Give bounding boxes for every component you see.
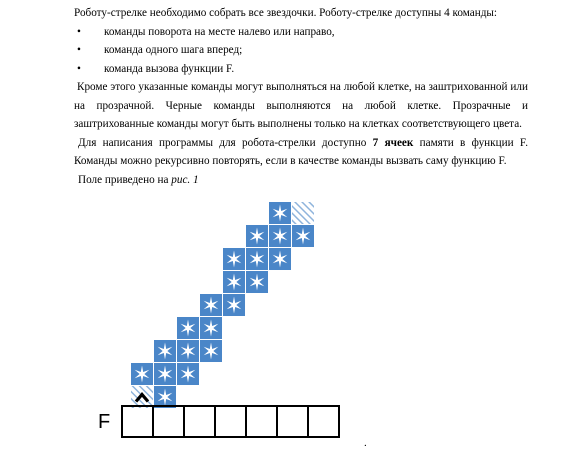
rules-paragraph: Кроме этого указанные команды могут выполняться на любой клетке, на заштрихованной или на прозрачной. Черные команды выполняются на любой клетке. Прозрачные и заштрихованные команды могут быть выполнены только на клетках соответствующего цвета.: [74, 81, 528, 130]
star-icon: [158, 343, 173, 360]
figure-ref: рис. 1: [171, 173, 199, 186]
command-list: [74, 23, 528, 79]
memory-cell[interactable]: [152, 405, 185, 438]
field-cell: [246, 225, 268, 247]
memory-cell[interactable]: [121, 405, 154, 438]
field-cell: [200, 317, 222, 339]
chevron-up-icon: [136, 395, 148, 402]
star-icon: [250, 274, 265, 291]
bullet-icon: •: [77, 62, 81, 75]
problem-text: [74, 4, 528, 189]
hatched-cell: [292, 202, 314, 224]
field-cell: [177, 363, 199, 385]
field-cell: [223, 294, 245, 316]
star-icon: [250, 228, 265, 245]
star-icon: [250, 251, 265, 268]
star-icon: [227, 297, 242, 314]
list-item: • команда одного шага вперед;: [74, 41, 528, 60]
star-icon: [181, 343, 196, 360]
field-cell: [292, 225, 314, 247]
star-icon: [158, 366, 173, 383]
star-icon: [296, 228, 311, 245]
memory-cell[interactable]: [276, 405, 309, 438]
memory-cell[interactable]: [245, 405, 278, 438]
star-icon: [135, 366, 150, 383]
memory-cell[interactable]: [214, 405, 247, 438]
field-cell: [246, 248, 268, 270]
field-cell: [177, 340, 199, 362]
star-icon: [227, 274, 242, 291]
star-icon: [181, 366, 196, 383]
bullet-icon: •: [77, 44, 81, 56]
field-cell: [200, 340, 222, 362]
star-icon: [273, 251, 288, 268]
memory-paragraph: Для написания программы для робота-стрелки доступно 7 ячеек памяти в функции F. Команды можно рекурсивно повторять, если в качестве команды вызвать саму функцию F.: [74, 136, 528, 167]
field-cell: [223, 248, 245, 270]
field-cell: [177, 317, 199, 339]
list-item: • команда вызова функции F.: [74, 60, 528, 79]
field-cell: [154, 363, 176, 385]
list-item: • команды поворота на месте налево или направо,: [74, 23, 528, 42]
function-memory: [121, 405, 338, 438]
function-label: F: [98, 411, 111, 433]
star-icon: [273, 228, 288, 245]
field-cell: [200, 294, 222, 316]
field-cell: [269, 248, 291, 270]
star-icon: [204, 297, 219, 314]
star-icon: [181, 320, 196, 337]
field-cell: [246, 271, 268, 293]
star-icon: [204, 320, 219, 337]
field-cell: [154, 340, 176, 362]
star-icon: [158, 389, 173, 406]
star-icon: [204, 343, 219, 360]
bullet-icon: •: [77, 25, 81, 38]
memory-count: 7 ячеек: [372, 136, 414, 149]
trailing-dot: .: [364, 437, 367, 449]
field-cell: [223, 271, 245, 293]
field-cell: [131, 363, 153, 385]
field-cell: [269, 202, 291, 224]
star-icon: [227, 251, 242, 268]
intro-line: Роботу-стрелке необходимо собрать все звездочки. Роботу-стрелке доступны 4 команды:: [74, 7, 498, 19]
memory-cell[interactable]: [307, 405, 340, 438]
field-cell: [269, 225, 291, 247]
field-reference: Поле приведено на рис. 1: [78, 173, 199, 186]
star-icon: [273, 205, 288, 222]
memory-cell[interactable]: [183, 405, 216, 438]
